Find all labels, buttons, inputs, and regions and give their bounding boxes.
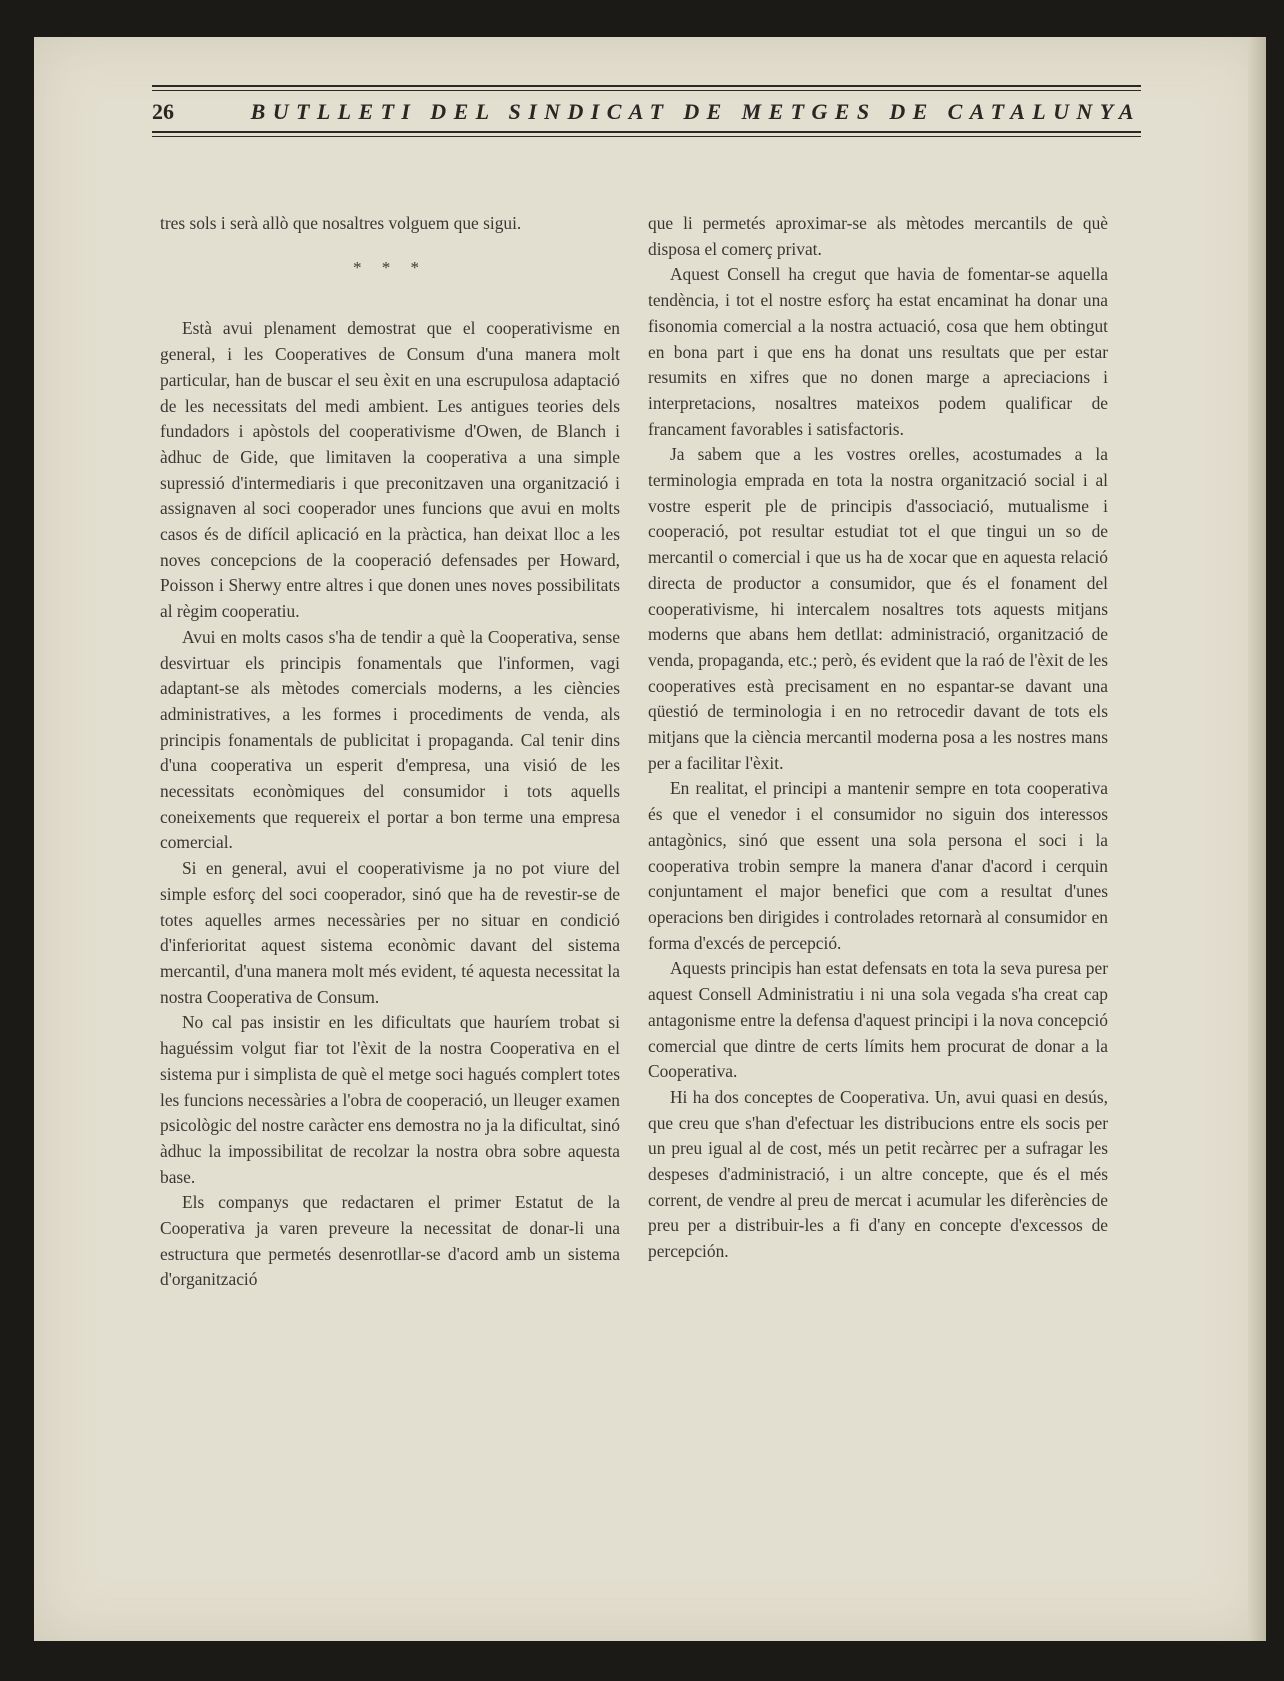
paragraph: Els companys que redactaren el primer Estatut de la Cooperativa ja varen preveure la necessitat de donar-li una estructura que permetés desenrotllar-se d'acord amb un sistema d'organització <box>160 1192 620 1290</box>
paragraph: En realitat, el principi a mantenir sempre en tota cooperativa és que el venedor i el consumidor no siguin dos interessos antagònics, sinó que essent una sola persona el soci i la cooperativa trobin sempre la manera d'anar d'acord i cerquin conjuntament el major benefici que com a resultat d'unes operacions ben dirigides i controlades retornarà al consumidor en forma d'excés de percepció. <box>648 778 1108 953</box>
header-top-rule <box>152 85 1141 91</box>
paragraph: que li permetés aproximar-se als mètodes mercantils de què disposa el comerç privat. <box>648 213 1108 259</box>
running-title: BUTLLETI DEL SINDICAT DE METGES DE CATALUNYA <box>250 99 1141 124</box>
paragraph: tres sols i serà allò que nosaltres volguem que sigui. <box>160 213 522 233</box>
page-edge <box>1248 37 1266 1641</box>
paragraph: Avui en molts casos s'ha de tendir a què la Cooperativa, sense desvirtuar els principis fonamentals que l'informen, vagi adaptant-se als mètodes comercials moderns, a les ciències administratives, a les formes i procediments de venda, als principis fonamentals de publicitat i propaganda. Cal tenir dins d'una cooperativa un esperit d'empresa, una visió de les necessitats econòmiques del consumidor i tots aquells coneixements que requereix el portar a bon terme una empresa comercial. <box>160 626 620 853</box>
left-column <box>160 211 620 1293</box>
paragraph: Aquest Consell ha cregut que havia de fomentar-se aquella tendència, i tot el nostre esforç ha estat encaminat ha donar una fisonomia comercial a la nostra actuació, cosa que hem obtingut en bona part i que ens ha donat uns resultats que per estar resumits en xifres que no donen marge a apreciacions i interpretacions, nosaltres mateixos podem qualificar de francament favorables i satisfactoris. <box>648 264 1108 439</box>
paragraph: Hi ha dos conceptes de Cooperativa. Un, avui quasi en desús, que creu que s'han d'efectuar les distribucions entre els socis per un preu igual al de cost, més un petit recàrrec per a sufragar les despeses d'administració, i un altre concepte, que és el més corrent, de vendre al preu de mercat i acumular les diferències de preu per a distribuir-les a fi d'any en concepte d'excessos de percepción. <box>648 1086 1108 1262</box>
page-number: 26 <box>152 99 174 124</box>
running-header <box>152 85 1141 137</box>
section-separator: * * * <box>353 257 427 277</box>
paragraph: No cal pas insistir en les dificultats que hauríem trobat si haguéssim volgut fiar tot l'èxit de la nostra Cooperativa en el sistema pur i simplista de què el metge soci hagués complert totes les funcions necessàries a l'obra de cooperació, un lleuger examen psicològic del nostre caràcter ens demostra no ja la dificultat, sinó àdhuc la impossibilitat de recolzar la nostra obra sobre aquesta base. <box>160 1012 620 1187</box>
paragraph: Està avui plenament demostrat que el cooperativisme en general, i les Cooperatives de Consum d'una manera molt particular, han de buscar el seu èxit en una escrupulosa adaptació de les necessitats del medi ambient. Les antigues teories dels fundadors i apòstols del cooperativisme d'Owen, de Blanch i àdhuc de Gide, que limitaven la cooperativa a una simple supressió d'intermediaris i que preconitzaven una organització i assignaven al soci cooperador unes funcions que avui en molts casos és de difícil aplicació en la pràctica, han deixat lloc a les noves concepcions de la cooperació defensades per Howard, Poisson i Sherwy entre altres i que donen unes noves possibilitats al règim cooperatiu. <box>160 318 620 622</box>
paragraph: Aquests principis han estat defensats en tota la seva puresa per aquest Consell Administratiu i ni una sola vegada s'ha creat cap antagonisme entre la defensa d'aquest principi i la nova concepció comercial que dintre de certs límits hem procurat de donar a la Cooperativa. <box>648 958 1108 1082</box>
right-column <box>648 211 1108 1265</box>
paragraph: Si en general, avui el cooperativisme ja no pot viure del simple esforç del soci cooperador, sinó que ha de revestir-se de totes aquelles armes necessàries per no situar en condició d'inferioritat aquest sistema econòmic davant del sistema mercantil, d'una manera molt més evident, té aquesta necessitat la nostra Cooperativa de Consum. <box>160 858 620 1007</box>
header-row <box>152 99 1141 127</box>
paragraph: Ja sabem que a les vostres orelles, acostumades a la terminologia emprada en tota la nostra organització social i al vostre esperit ple de principis d'associació, mutualisme i cooperació, pot resultar estudiat tot el que tingui un so de mercantil o comercial i que us ha de xocar que en aquesta relació directa de productor a consumidor, que és el fonament del cooperativisme, hi intercalem nosaltres tots aquests mitjans moderns que abans hem detllat: administració, organització de venda, propaganda, etc.; però, és evident que la raó de l'èxit de les cooperatives està precisament en no espantar-se davant una qüestió de terminologia i en no retrocedir davant de tots els mitjans que la ciència mercantil moderna posa a les nostres mans per a facilitar l'èxit. <box>648 444 1108 773</box>
header-bottom-rule <box>152 131 1141 137</box>
